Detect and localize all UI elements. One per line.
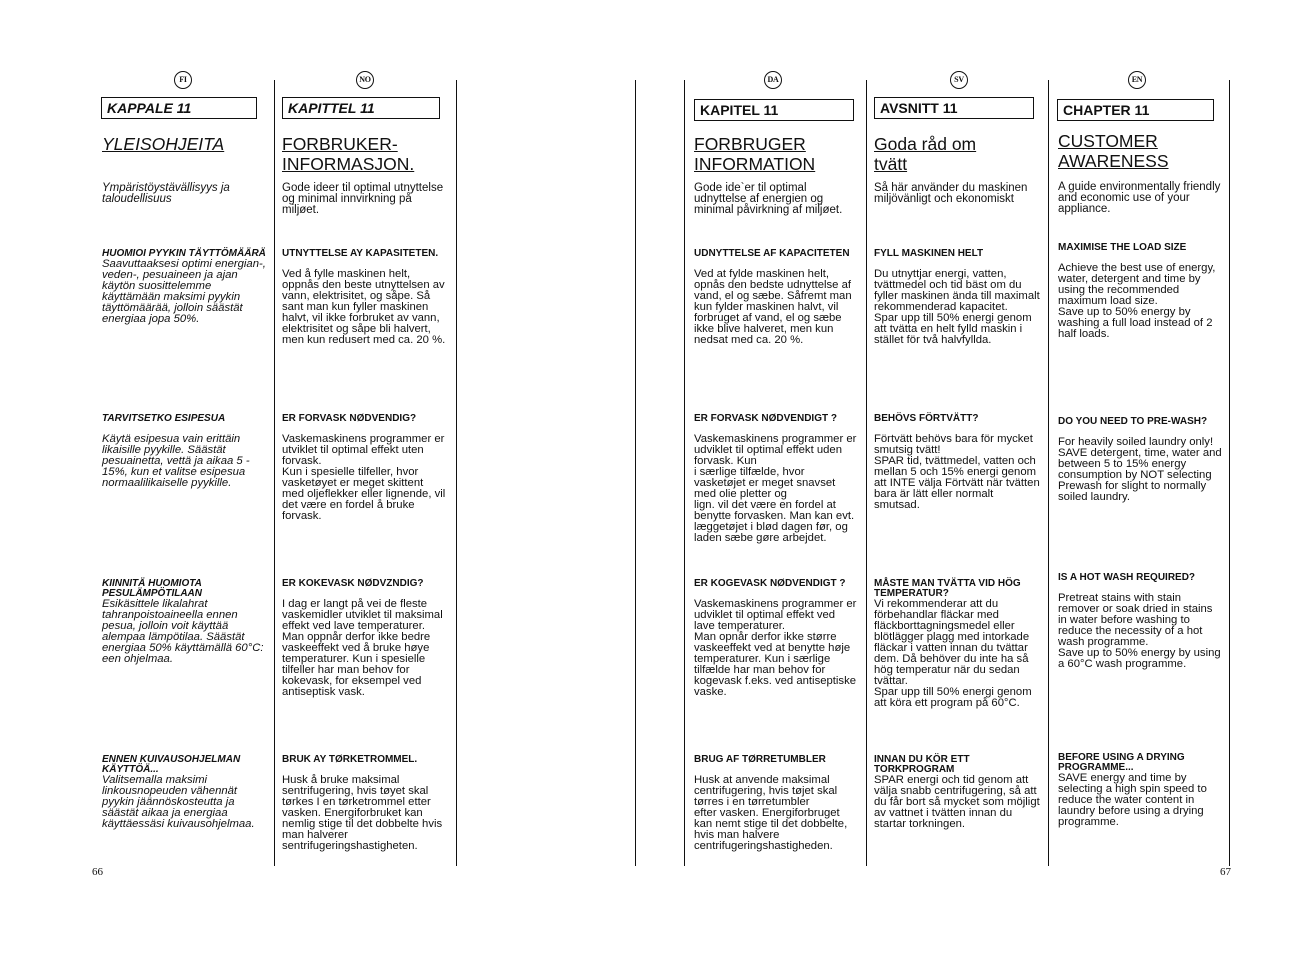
section-prewash <box>282 414 446 522</box>
section-body: I dag er langt på vei de fleste vaskemidler utviklet til maksimal effekt ved lave temperaturer. Man oppnår derfor ikke bedre vaskeeffekt ved å bruke høye temperaturer. Kun i spesielle tilfeller har man behov for kokevask, for eksempel ved antiseptisk vask. <box>282 598 443 698</box>
section-hot-wash <box>694 579 858 698</box>
section-load-size <box>102 249 266 325</box>
section-body: Förtvätt behövs bara för mycket smutsig tvätt! SPAR tid, tvättmedel, vatten och mellan 5 och 15% energi genom att INTE välja Förtvätt när tvätten bara är lätt eller normalt smutsad. <box>874 433 1040 511</box>
section-title: FORBRUKER- INFORMASJON. <box>282 134 415 174</box>
language-badge: FI <box>174 71 192 89</box>
section-heading: UTNYTTELSE AY KAPASITETEN. <box>282 248 439 259</box>
section-body: Vi rekommenderar att du förbehandlar fläckar med fläckborttagningsmedel eller blötlägger plagg med intorkade fläckar i vatten innan du tvättar dem. Då behöver du inte ha så hög temperatur när du sedan tvättar. Spar upp till 50% energi genom att köra ett program på 60°C. <box>874 598 1032 709</box>
section-title: CUSTOMER AWARENESS <box>1058 131 1169 171</box>
section-hot-wash <box>102 579 266 665</box>
section-load-size <box>282 249 446 346</box>
section-body: Pretreat stains with stain remover or soak dried in stains in water before washing to reduce the necessity of a hot wash programme. Save up to 50% energy by using a 60°C wash programme. <box>1058 592 1221 670</box>
page-number-right: 67 <box>1220 866 1231 878</box>
chapter-label: KAPITEL 11 <box>694 99 854 121</box>
chapter-label: AVSNITT 11 <box>874 97 1034 119</box>
section-body: Valitsemalla maksimi linkousnopeuden vähennät pyykin jäännöskosteutta ja säästät aikaa ja energiaa käyttäessäsi kuivausohjelmaa. <box>102 774 255 830</box>
language-badge: EN <box>1128 71 1146 89</box>
section-heading: ENNEN KUIVAUSOHJELMAN KÄYTTÖÄ... <box>102 754 241 775</box>
section-drying <box>102 755 266 830</box>
section-heading: TARVITSETKO ESIPESUA <box>102 413 226 424</box>
section-heading: MÅSTE MAN TVÄTTA VID HÖG TEMPERATUR? <box>874 578 1021 599</box>
section-prewash <box>874 414 1040 511</box>
section-heading: BRUG AF TØRRETUMBLER <box>694 754 826 765</box>
language-badge: NO <box>356 71 374 89</box>
section-hot-wash <box>1058 573 1222 670</box>
language-badge: DA <box>764 71 782 89</box>
section-heading: BEFORE USING A DRYING PROGRAMME... <box>1058 752 1185 773</box>
section-body: Vaskemaskinens programmer er udviklet til optimal effekt uden forvask. Kun i særlige tilfælde, hvor vasketøjet er meget snavset med olie pletter og lign. vil det være en fordel at benytte forvasken. Man kan evt. læggetøjet i blød dagen før, og laden sæbe gøre arbejdet. <box>694 433 857 544</box>
chapter-label: KAPPALE 11 <box>101 97 257 119</box>
section-heading: INNAN DU KÖR ETT TORKPROGRAM <box>874 754 970 775</box>
section-prewash <box>102 414 266 489</box>
section-body: Vaskemaskinens programmer er udviklet til optimal effekt ved lave temperaturer. Man opnår derfor ikke større vaskeeffekt ved at benytte høje temperaturer. Kun i særlige tilfælde har man behov for kogevask f.eks. ved antiseptiske vaske. <box>694 598 857 698</box>
section-heading: KIINNITÄ HUOMIOTA PESULÄMPÖTILAAN <box>102 578 202 599</box>
section-body: Saavuttaaksesi optimi energian-, veden-, pesuaineen ja ajan käytön suosittelemme käyttämään maksimi pyykin täyttömäärää, jolloin säästät energiaa jopa 50%. <box>102 258 266 325</box>
section-body: Käytä esipesua vain erittäin likaisille pyykille. Säästät pesuainetta, vettä ja aikaa 5 - 15%, kun et valitse esipesua normaalilikaiselle pyykille. <box>102 433 250 489</box>
section-title: FORBRUGER INFORMATION <box>694 134 816 174</box>
section-body: Ved at fylde maskinen helt, opnås den bedste udnyttelse af vand, el og sæbe. Såfremt man kun fylder maskinen halvt, vil forbruget af vand, el og sæbe ikke blive halveret, men kun nedsat med ca. 20 %. <box>694 268 852 346</box>
column-divider <box>1229 80 1230 866</box>
section-heading: MAXIMISE THE LOAD SIZE <box>1058 242 1187 253</box>
section-body: Husk å bruke maksimal sentrifugering, hvis tøyet skal tørkes I en tørketrommel etter vasken. Energiforbruket kan nemlig stige til det dobbelte hvis man halverer sentrifugeringshastigheten. <box>282 774 443 852</box>
page-number-left: 66 <box>92 866 103 878</box>
section-drying <box>874 755 1040 830</box>
section-heading: IS A HOT WASH REQUIRED? <box>1058 572 1196 583</box>
section-drying <box>694 755 858 852</box>
section-load-size <box>694 249 858 346</box>
section-heading: BRUK AY TØRKETROMMEL. <box>282 754 418 765</box>
language-badge: SV <box>950 71 968 89</box>
section-hot-wash <box>874 579 1040 709</box>
column-divider <box>866 80 867 866</box>
section-title: Goda råd om tvätt <box>874 134 977 174</box>
intro-text: A guide environmentally friendly and economic use of your appliance. <box>1058 181 1221 215</box>
section-body: SPAR energi och tid genom att välja snabb centrifugering, så att du får bort så mycket som möjligt av vattnet i tvätten innan du startar torkningen. <box>874 774 1040 830</box>
section-hot-wash <box>282 579 446 698</box>
section-body: Vaskemaskinens programmer er utviklet til optimal effekt uten forvask. Kun i spesielle tilfeller, hvor vasketøyet er meget skittent med oljeflekker eller lignende, vil det være en fordel å bruke forvask. <box>282 433 446 522</box>
column-divider <box>635 80 636 866</box>
section-body: SAVE energy and time by selecting a high spin speed to reduce the water content in laundry before using a drying programme. <box>1058 772 1207 828</box>
section-body: Husk at anvende maksimal centrifugering, hvis tøjet skal tørres i en tørretumbler efter vasken. Energiforbruget kan nemt stige til det dobbelte, hvis man halvere centrifugeringshastigheden. <box>694 774 848 852</box>
section-heading: BEHÖVS FÖRTVÄTT? <box>874 413 979 424</box>
section-prewash <box>1058 417 1222 503</box>
intro-text: Ympäristöystävällisyys ja taloudellisuus <box>102 182 230 205</box>
section-body: Du utnyttjar energi, vatten, tvättmedel och tid bäst om du fyller maskinen ända till maximalt rekommenderad kapacitet. Spar upp till 50% energi genom att tvätta en helt fylld maskin i stället för två halvfyllda. <box>874 268 1040 346</box>
column-divider <box>684 80 685 866</box>
section-title: YLEISOHJEITA <box>102 134 225 154</box>
section-body: For heavily soiled laundry only! SAVE detergent, time, water and between 5 to 15% energy consumption by NOT selecting Prewash for slight to normally soiled laundry. <box>1058 436 1222 503</box>
chapter-label: CHAPTER 11 <box>1057 99 1214 121</box>
section-heading: ER KOGEVASK NØDVENDIGT ? <box>694 578 846 589</box>
chapter-label: KAPITTEL 11 <box>282 97 440 119</box>
section-heading: FYLL MASKINEN HELT <box>874 248 984 259</box>
section-drying <box>282 755 446 852</box>
section-body: Ved å fylle maskinen helt, oppnås den beste utnyttelsen av vann, elektrisitet, og såpe. Så sant man kun fyller maskinen halvt, vil ikke forbruket av vann, elektrisitet og såpe bli halvert, men kun redusert med ca. 20 %. <box>282 268 446 346</box>
section-load-size <box>874 249 1040 346</box>
intro-text: Så här använder du maskinen miljövänligt och ekonomiskt <box>874 182 1028 205</box>
section-body: Achieve the best use of energy, water, detergent and time by using the recommended maximum load size. Save up to 50% energy by washing a full load instead of 2 half loads. <box>1058 262 1216 340</box>
section-drying <box>1058 753 1222 828</box>
column-divider <box>456 80 457 866</box>
intro-text: Gode ide`er til optimal udnyttelse af energien og minimal påvirkning af miljøet. <box>694 182 843 216</box>
column-divider <box>1048 80 1049 866</box>
section-heading: ER KOKEVASK NØDVZNDIG? <box>282 578 424 589</box>
section-heading: ER FORVASK NØDVENDIG? <box>282 413 417 424</box>
section-heading: UDNYTTELSE AF KAPACITETEN <box>694 248 850 259</box>
section-heading: DO YOU NEED TO PRE-WASH? <box>1058 416 1208 427</box>
column-divider <box>274 80 275 866</box>
section-load-size <box>1058 243 1222 340</box>
intro-text: Gode ideer til optimal utnyttelse og minimal innvirkning på miljøet. <box>282 182 444 216</box>
section-body: Esikäsittele likalahrat tahranpoistoaineella ennen pesua, jolloin voit käyttää alempaa lämpötilaa. Säästät energiaa 50% käyttämällä 60°C: een ohjelmaa. <box>102 598 264 665</box>
section-heading: HUOMIOI PYYKIN TÄYTTÖMÄÄRÄ <box>102 248 266 259</box>
section-heading: ER FORVASK NØDVENDIGT ? <box>694 413 837 424</box>
section-prewash <box>694 414 858 544</box>
